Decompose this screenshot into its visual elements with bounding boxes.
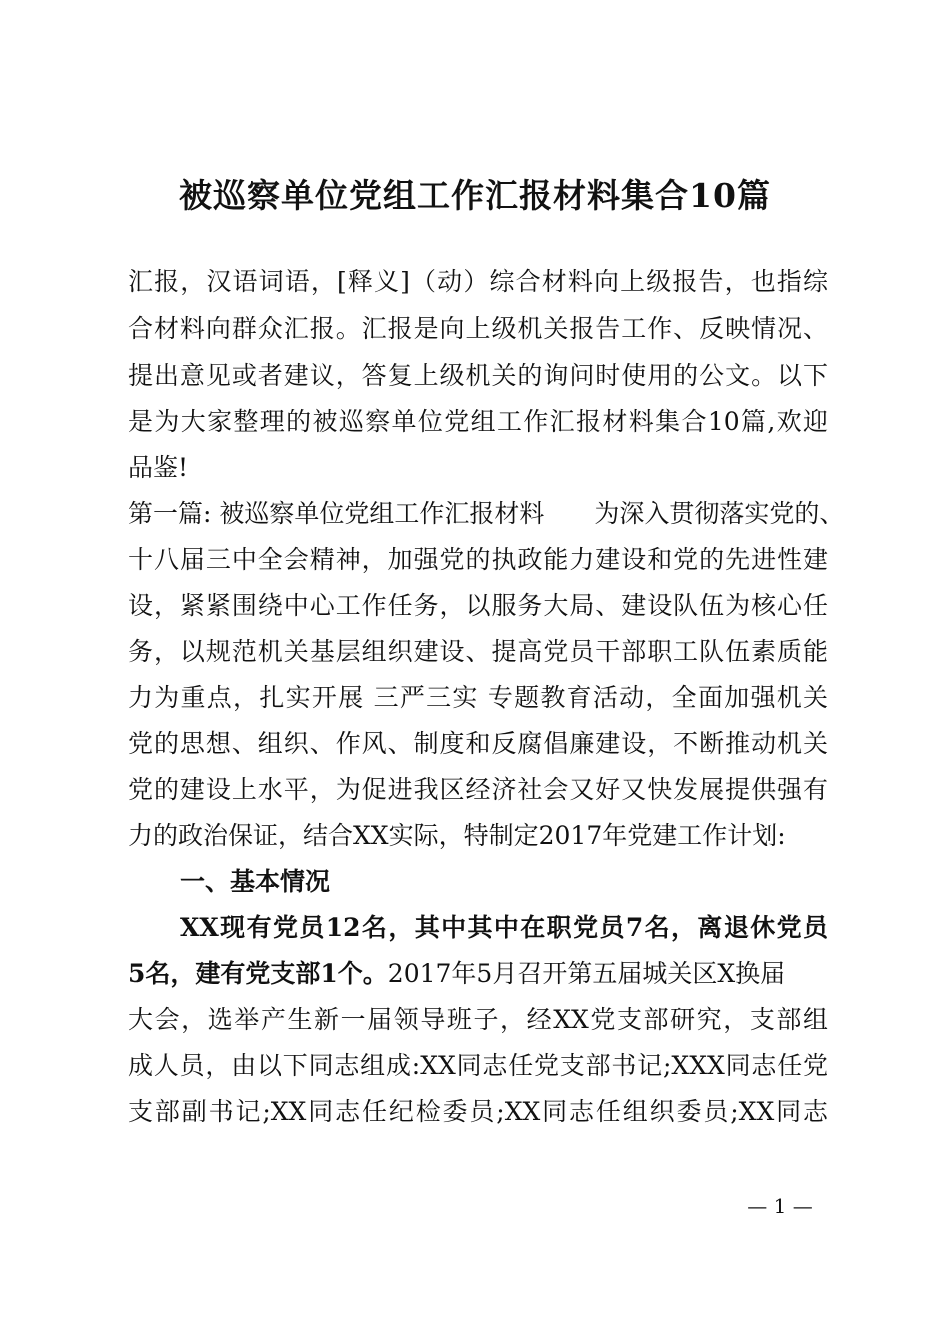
- para-bold-line-2: 5名，建有党支部1个。: [128, 959, 388, 988]
- para-line-3: 大会，选举产生新一届领导班子，经XX党支部研究，支部组: [128, 1005, 828, 1034]
- para-rest-first: 2017年5月召开第五届城关区X换届: [387, 959, 786, 988]
- section-heading-basic: 一、基本情况: [180, 867, 331, 896]
- section1-line-8: 力的政治保证，结合XX实际，特制定2017年党建工作计划:: [128, 821, 786, 850]
- document-title: 被巡察单位党组工作汇报材料集合10篇: [179, 176, 771, 215]
- para-line-4: 成人员，由以下同志组成:XX同志任党支部书记;XXX同志任党: [128, 1051, 828, 1080]
- intro-line-1: 汇报，汉语词语，[释义]（动）综合材料向上级报告，也指综: [128, 267, 828, 296]
- section1-line-6: 党的思想、组织、作风、制度和反腐倡廉建设，不断推动机关: [128, 729, 828, 758]
- intro-line-2: 合材料向群众汇报。汇报是向上级机关报告工作、反映情况、: [128, 314, 828, 343]
- para-line-5: 支部副书记;XX同志任纪检委员;XX同志任组织委员;XX同志: [128, 1097, 828, 1126]
- section1-line-2: 十八届三中全会精神，加强党的执政能力建设和党的先进性建: [128, 545, 828, 574]
- section1-line-3: 设，紧紧围绕中心工作任务，以服务大局、建设队伍为核心任: [128, 591, 828, 620]
- intro-line-5: 品鉴!: [128, 453, 189, 482]
- para-bold-line-1: XX现有党员12名，其中其中在职党员7名，离退休党员: [180, 913, 828, 942]
- para-line-mixed: [128, 958, 828, 990]
- page-number: — 1 —: [747, 1194, 813, 1218]
- intro-line-3: 提出意见或者建议，答复上级机关的询问时使用的公文。以下: [128, 361, 828, 390]
- section1-line-7: 党的建设上水平，为促进我区经济社会又好又快发展提供强有: [128, 775, 828, 804]
- section1-line-5: 力为重点，扎实开展 三严三实 专题教育活动，全面加强机关: [128, 683, 828, 712]
- section1-line-1: 第一篇: 被巡察单位党组工作汇报材料 为深入贯彻落实党的、: [128, 499, 845, 528]
- intro-line-4: 是为大家整理的被巡察单位党组工作汇报材料集合10篇,欢迎: [128, 407, 828, 436]
- section1-line-4: 务，以规范机关基层组织建设、提高党员干部职工队伍素质能: [128, 637, 828, 666]
